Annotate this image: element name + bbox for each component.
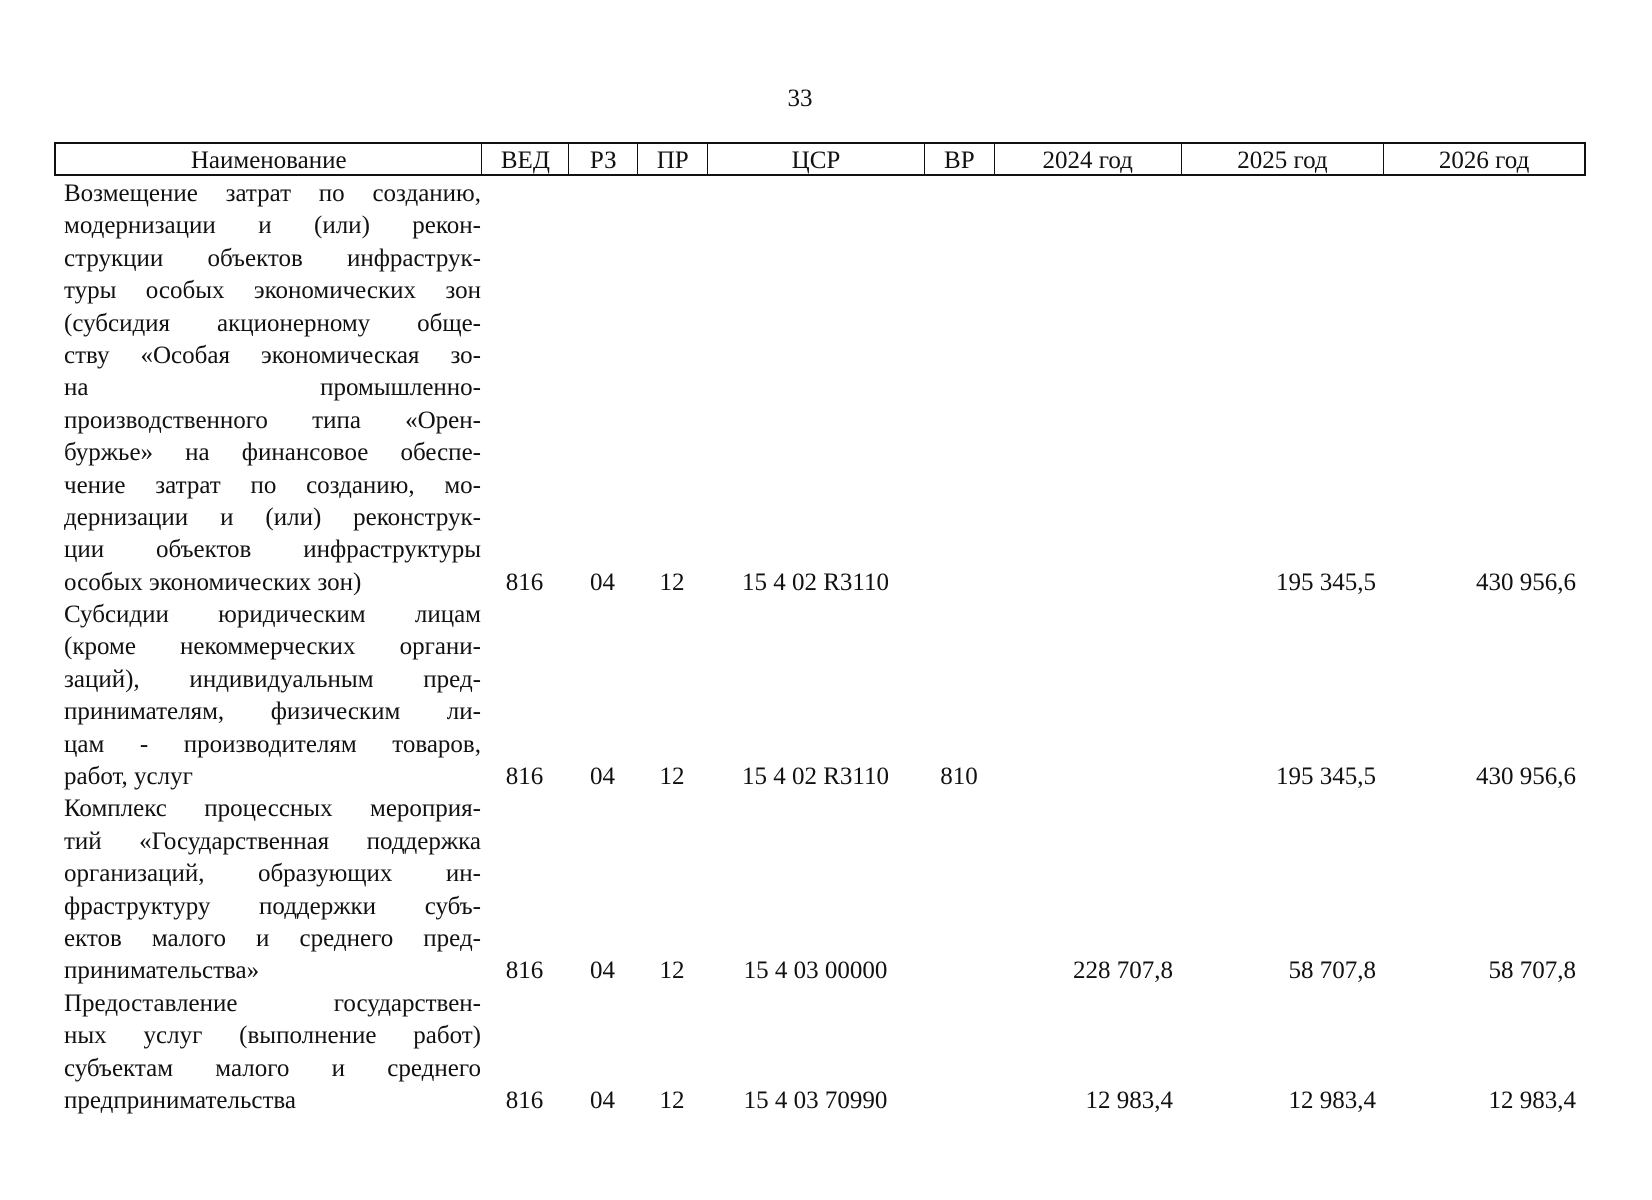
row-y2026: 12 983,4 [1488, 1086, 1576, 1114]
row-name-line: тий «Государственная поддержка [64, 827, 481, 855]
row-rz: 04 [590, 568, 615, 596]
row-csr: 15 4 02 R3110 [742, 763, 889, 791]
row-y2026: 58 707,8 [1488, 957, 1576, 985]
row-name-line: принимателям, физическим ли- [64, 698, 481, 726]
row-name-line: производственного типа «Орен- [64, 406, 481, 434]
row-vr: 810 [940, 763, 978, 791]
table-header [54, 142, 1586, 176]
row-name-line: предпринимательства [64, 1086, 296, 1114]
row-name-line: принимательства» [64, 957, 260, 985]
header-rz: РЗ [569, 144, 638, 175]
row-y2025: 195 345,5 [1276, 568, 1376, 596]
header-pr: ПР [638, 144, 708, 175]
table-row [54, 599, 1586, 793]
row-name [54, 599, 481, 793]
row-name-line: субъектам малого и среднего [64, 1054, 481, 1082]
row-name-line: модернизации и (или) рекон- [64, 212, 481, 240]
row-y2024: 228 707,8 [1073, 957, 1173, 985]
row-ved: 816 [505, 568, 544, 596]
header-csr: ЦСР [708, 144, 925, 175]
row-name-line: цам - производителям товаров, [64, 730, 481, 758]
row-pr: 12 [659, 568, 685, 596]
row-name [54, 793, 481, 987]
table-row [54, 988, 1586, 1118]
row-name-line: Предоставление государствен- [64, 989, 481, 1017]
row-rz: 04 [590, 957, 615, 985]
table-row [54, 178, 1586, 599]
row-ved: 816 [505, 1086, 544, 1114]
header-2025: 2025 год [1182, 144, 1385, 175]
row-name-line: Субсидии юридическим лицам [64, 601, 481, 629]
header-2024: 2024 год [995, 144, 1182, 175]
row-y2026: 430 956,6 [1476, 568, 1576, 596]
row-name-line: фраструктуру поддержки субъ- [64, 892, 481, 920]
row-pr: 12 [659, 763, 685, 791]
header-vr: ВР [925, 144, 995, 175]
row-name-line: буржье» на финансовое обеспе- [64, 439, 481, 467]
row-rz: 04 [590, 763, 615, 791]
row-name-line: ных услуг (выполнение работ) [64, 1022, 481, 1050]
row-name-line: особых экономических зон) [64, 568, 362, 596]
row-name-line: Возмещение затрат по созданию, [64, 180, 481, 207]
row-name-line: работ, услуг [64, 763, 193, 791]
row-ved: 816 [505, 957, 544, 985]
row-name-line: заций), индивидуальным пред- [64, 665, 481, 693]
row-name [54, 178, 481, 599]
header-ved: ВЕД [482, 144, 569, 175]
row-csr: 15 4 02 R3110 [742, 568, 889, 596]
table-row [54, 793, 1586, 987]
row-pr: 12 [659, 957, 685, 985]
row-y2025: 195 345,5 [1276, 763, 1376, 791]
row-rz: 04 [590, 1086, 615, 1114]
row-name-line: туры особых экономических зон [64, 277, 481, 305]
row-name [54, 988, 481, 1118]
row-name-line: Комплекс процессных мероприя- [64, 795, 481, 823]
row-y2025: 12 983,4 [1288, 1086, 1376, 1114]
row-y2025: 58 707,8 [1288, 957, 1376, 985]
header-2026: 2026 год [1438, 147, 1530, 174]
row-pr: 12 [659, 1086, 685, 1114]
row-name-line: на промышленно- [64, 374, 481, 402]
row-name-line: (субсидия акционерному обще- [64, 309, 481, 337]
row-csr: 15 4 03 00000 [743, 957, 888, 985]
row-ved: 816 [505, 763, 544, 791]
row-name-line: дернизации и (или) реконструк- [64, 503, 481, 531]
row-name-line: ектов малого и среднего пред- [64, 924, 481, 952]
row-name-line: ству «Особая экономическая зо- [64, 341, 481, 369]
row-y2024: 12 983,4 [1085, 1086, 1173, 1114]
page-number: 33 [787, 85, 813, 112]
row-name-line: (кроме некоммерческих органи- [64, 633, 481, 661]
row-name-line: организаций, образующих ин- [64, 860, 481, 888]
row-csr: 15 4 03 70990 [743, 1086, 888, 1114]
table-body [54, 178, 1586, 1117]
row-y2026: 430 956,6 [1476, 763, 1576, 791]
header-name: Наименование [56, 144, 482, 175]
row-name-line: струкции объектов инфраструк- [64, 244, 481, 272]
row-name-line: чение затрат по созданию, мо- [64, 471, 481, 499]
row-name-line: ции объектов инфраструктуры [64, 536, 481, 564]
